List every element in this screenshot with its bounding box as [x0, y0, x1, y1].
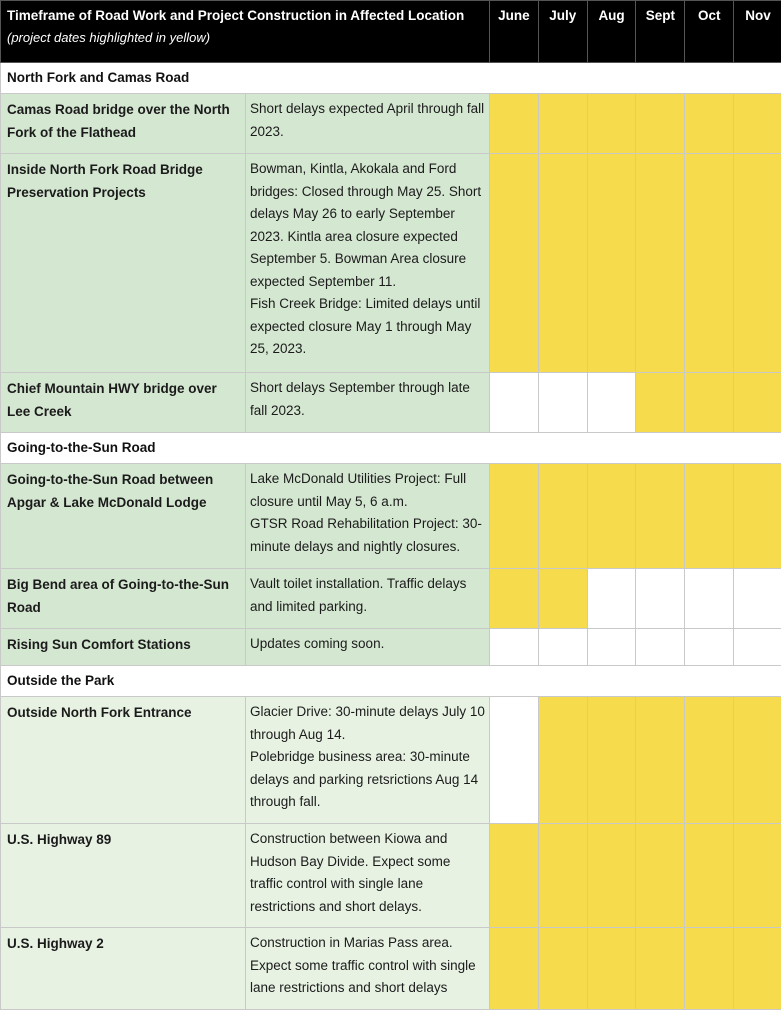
month-cell-active	[685, 928, 734, 1010]
month-cell-active	[636, 824, 685, 928]
month-cell-active	[636, 373, 685, 433]
description-paragraph: Short delays expected April through fall 2023.	[250, 101, 485, 139]
month-cell-active	[636, 94, 685, 154]
month-cell-active	[734, 824, 781, 928]
month-cell-active	[538, 94, 587, 154]
month-cell-active	[734, 464, 781, 569]
description-cell	[246, 464, 490, 569]
table-row	[1, 154, 781, 373]
table-title-cell	[1, 1, 490, 63]
month-cell-active	[490, 824, 539, 928]
month-header-june: June	[490, 1, 539, 63]
month-cell-active	[587, 697, 636, 824]
month-header-aug: Aug	[587, 1, 636, 63]
month-cell-active	[685, 373, 734, 433]
month-cell-inactive	[636, 569, 685, 629]
month-cell-inactive	[587, 569, 636, 629]
month-cell-inactive	[685, 629, 734, 666]
table-row	[1, 373, 781, 433]
month-cell-active	[636, 154, 685, 373]
month-cell-active	[490, 464, 539, 569]
description-paragraph: Construction in Marias Pass area. Expect some traffic control with single lane restrictions and short delays	[250, 935, 476, 995]
table-row	[1, 629, 781, 666]
month-cell-active	[538, 697, 587, 824]
section-header-row	[1, 63, 781, 94]
month-cell-inactive	[538, 629, 587, 666]
month-cell-inactive	[734, 629, 781, 666]
description-paragraph: Polebridge business area: 30-minute delays and parking retsrictions Aug 14 through fall.	[250, 749, 479, 809]
section-header-row	[1, 433, 781, 464]
month-cell-active	[685, 824, 734, 928]
month-cell-active	[538, 154, 587, 373]
description-cell	[246, 824, 490, 928]
table-subtitle: (project dates highlighted in yellow)	[7, 30, 211, 45]
month-cell-active	[490, 928, 539, 1010]
month-cell-active	[587, 464, 636, 569]
month-cell-inactive	[636, 629, 685, 666]
table-row	[1, 824, 781, 928]
section-title: Going-to-the-Sun Road	[1, 433, 781, 464]
description-paragraph: Bowman, Kintla, Akokala and Ford bridges: Closed through May 25. Short delays May 26 to early September 2023. Kintla area closure expected September 5. Bowman Area closure expected September 11.	[250, 161, 482, 289]
location-cell: U.S. Highway 2	[1, 928, 246, 1010]
table-title: Timeframe of Road Work and Project Construction in Affected Location	[7, 8, 465, 23]
section-header-row	[1, 666, 781, 697]
month-cell-inactive	[587, 629, 636, 666]
description-cell	[246, 569, 490, 629]
month-header-nov: Nov	[734, 1, 781, 63]
month-cell-inactive	[685, 569, 734, 629]
description-cell	[246, 373, 490, 433]
table-row	[1, 697, 781, 824]
month-cell-active	[636, 928, 685, 1010]
month-cell-active	[538, 569, 587, 629]
location-cell: Camas Road bridge over the North Fork of the Flathead	[1, 94, 246, 154]
description-paragraph: Fish Creek Bridge: Limited delays until expected closure May 1 through May 25, 2023.	[250, 296, 481, 356]
location-cell: U.S. Highway 89	[1, 824, 246, 928]
month-cell-inactive	[490, 373, 539, 433]
location-cell: Rising Sun Comfort Stations	[1, 629, 246, 666]
month-cell-active	[538, 464, 587, 569]
description-cell	[246, 154, 490, 373]
description-paragraph: Lake McDonald Utilities Project: Full closure until May 5, 6 a.m.	[250, 471, 467, 509]
table-row	[1, 569, 781, 629]
section-title: North Fork and Camas Road	[1, 63, 781, 94]
month-cell-inactive	[490, 697, 539, 824]
month-cell-active	[538, 824, 587, 928]
month-cell-active	[538, 928, 587, 1010]
month-cell-active	[734, 373, 781, 433]
month-header-oct: Oct	[685, 1, 734, 63]
table-row	[1, 94, 781, 154]
description-cell	[246, 629, 490, 666]
month-cell-active	[490, 569, 539, 629]
location-cell: Going-to-the-Sun Road between Apgar & Lake McDonald Lodge	[1, 464, 246, 569]
location-cell: Big Bend area of Going-to-the-Sun Road	[1, 569, 246, 629]
section-title: Outside the Park	[1, 666, 781, 697]
table-row	[1, 928, 781, 1010]
location-cell: Outside North Fork Entrance	[1, 697, 246, 824]
table-row	[1, 464, 781, 569]
description-cell	[246, 697, 490, 824]
month-cell-active	[734, 154, 781, 373]
month-cell-active	[685, 94, 734, 154]
month-cell-active	[685, 154, 734, 373]
month-cell-active	[734, 697, 781, 824]
table-header	[1, 1, 781, 63]
description-paragraph: Construction between Kiowa and Hudson Bay Divide. Expect some traffic control with single lane restrictions and short delays.	[250, 831, 451, 914]
month-cell-active	[490, 94, 539, 154]
description-cell	[246, 928, 490, 1010]
month-cell-inactive	[734, 569, 781, 629]
month-header-july: July	[538, 1, 587, 63]
month-cell-active	[636, 464, 685, 569]
month-cell-active	[685, 464, 734, 569]
month-cell-active	[587, 928, 636, 1010]
location-cell: Inside North Fork Road Bridge Preservation Projects	[1, 154, 246, 373]
table-body	[1, 63, 781, 1010]
description-paragraph: GTSR Road Rehabilitation Project: 30-minute delays and nightly closures.	[250, 516, 482, 554]
description-paragraph: Short delays September through late fall 2023.	[250, 380, 470, 418]
month-cell-active	[734, 94, 781, 154]
month-cell-active	[734, 928, 781, 1010]
month-cell-inactive	[490, 629, 539, 666]
description-paragraph: Vault toilet installation. Traffic delays and limited parking.	[250, 576, 467, 614]
location-cell: Chief Mountain HWY bridge over Lee Creek	[1, 373, 246, 433]
month-cell-active	[490, 154, 539, 373]
month-cell-inactive	[587, 373, 636, 433]
month-header-sept: Sept	[636, 1, 685, 63]
month-cell-active	[685, 697, 734, 824]
month-cell-active	[587, 154, 636, 373]
description-cell	[246, 94, 490, 154]
month-cell-active	[587, 824, 636, 928]
month-cell-inactive	[538, 373, 587, 433]
description-paragraph: Updates coming soon.	[250, 636, 385, 651]
month-cell-active	[587, 94, 636, 154]
description-paragraph: Glacier Drive: 30-minute delays July 10 through Aug 14.	[250, 704, 485, 742]
month-cell-active	[636, 697, 685, 824]
